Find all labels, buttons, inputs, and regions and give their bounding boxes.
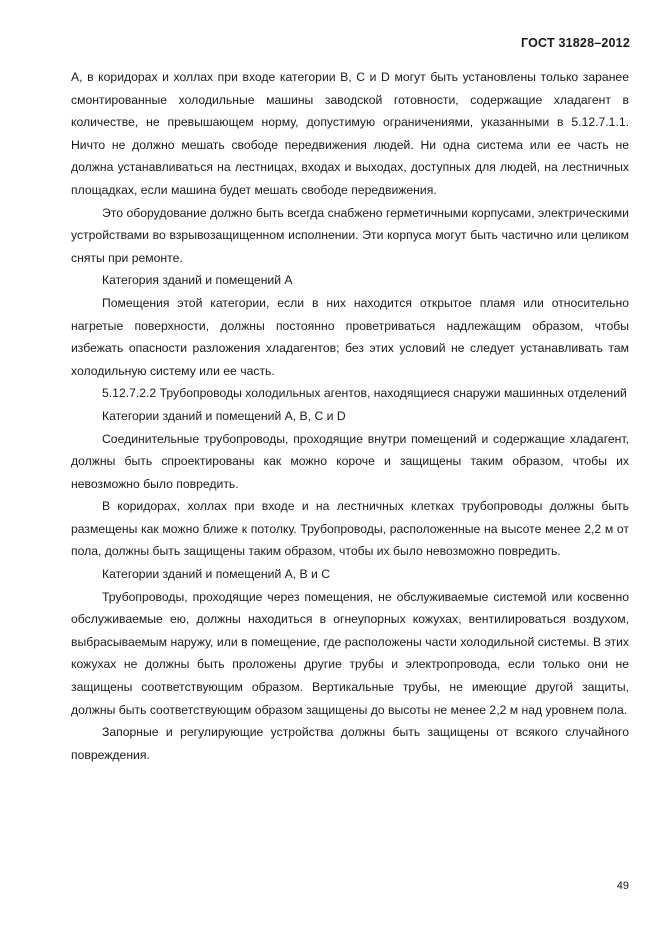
category-heading-a: Категория зданий и помещений А: [102, 273, 293, 288]
paragraph-category-a: Помещения этой категории, если в них находится открытое пламя или относительно нагретые поверхности, должны постоянно проветриваться надлежащим образом, чтобы избежать опасности разложения хладагентов; без этих условий не следует устанавливать там холодильную систему или ее часть.: [71, 295, 629, 378]
paragraph-shutoff-devices: Запорные и регулирующие устройства должны быть защищены от всякого случайного повреждения.: [71, 725, 629, 762]
paragraph-connecting-pipes: Соединительные трубопроводы, проходящие внутри помещений и содержащие хладагент, должны быть спроектированы как можно короче и защищены таким образом, чтобы их невозможно было повредить.: [71, 431, 629, 491]
section-heading-5-12-7-2-2: 5.12.7.2.2 Трубопроводы холодильных агентов, находящиеся снаружи машинных отделений: [102, 386, 627, 401]
paragraph-equipment-housing: Это оборудование должно быть всегда снабжено герметичными корпусами, электрическими устройствами во взрывозащищенном исполнении. Эти корпуса могут быть частично или целиком сняты при ремонте.: [71, 205, 629, 265]
document-standard-header: ГОСТ 31828–2012: [521, 36, 630, 50]
category-heading-abcd: Категории зданий и помещений А, В, С и D: [102, 408, 346, 423]
paragraph-fireproof-casings: Трубопроводы, проходящие через помещения, не обслуживаемые системой или косвенно обслуживаемые ею, должны находиться в огнеупорных кожухах, вентилироваться воздухом, выбрасываемым наружу, или в помещение, где расположены части холодильной системы. В этих кожухах не должны быть проложены другие трубы и электропровода, если только они не защищены соответствующим образом. Вертикальные трубы, не имеющие другой защиты, должны быть соответствующим образом защищены до высоты не менее 2,2 м над уровнем пола.: [71, 589, 629, 717]
document-body: [71, 66, 629, 766]
category-heading-abc: Категории зданий и помещений А, В и С: [102, 567, 331, 582]
paragraph-continuation: А, в коридорах и холлах при входе категории В, С и D могут быть установлены только заранее смонтированные холодильные машины заводской готовности, содержащие хладагент в количестве, не превышающем норму, допустимую ограничениями, указанными в 5.12.7.1.1. Ничто не должно мешать свободе передвижения людей. Ни одна система или ее часть не должна устанавливаться на лестницах, входах и выходах, доступных для людей, на лестничных площадках, если машина будет мешать свободе передвижения.: [71, 70, 629, 197]
paragraph-corridor-pipes: В коридорах, холлах при входе и на лестничных клетках трубопроводы должны быть размещены как можно ближе к потолку. Трубопроводы, расположенные на высоте менее 2,2 м от пола, должны быть защищены таким образом, чтобы их было невозможно повредить.: [71, 499, 629, 559]
page-number: 49: [616, 880, 629, 892]
